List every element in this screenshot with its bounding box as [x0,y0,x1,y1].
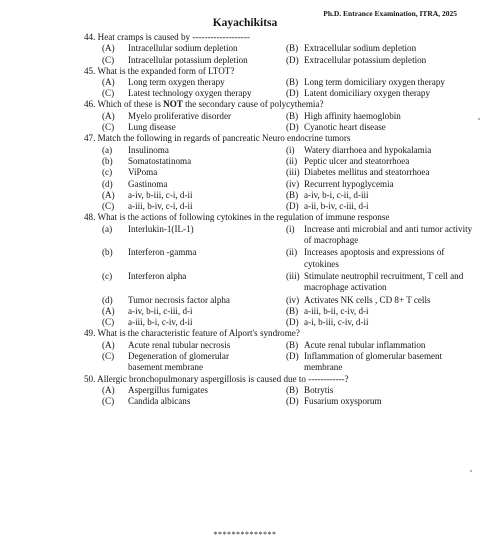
match-row [84,156,474,167]
option-row [84,317,474,328]
option-label: (A) [102,189,115,200]
match-right-text: Peptic ulcer and steatorrhoea [304,155,410,166]
option-label: (C) [102,122,115,133]
match-left-text: Tumor necrosis factor alpha [128,294,230,305]
question-number: 50. [84,373,96,384]
match-left-label: (a) [102,223,113,234]
question-number: 46. [84,99,96,110]
option-label: (C) [102,201,115,212]
match-left-label: (d) [102,294,113,305]
match-right-label: (iv) [286,294,300,305]
match-right-label: (iii) [286,270,300,281]
question-44 [84,32,474,66]
match-left-text: Interferon -gamma [128,247,197,258]
option-text: Intracellular potassium depletion [128,54,248,65]
match-left-label: (c) [102,270,113,281]
question-text: What is the characteristic feature of Alport's syndrome? [97,328,300,339]
option-text: a-iv, b-ii, c-iii, d-i [128,305,193,316]
option-row [84,55,474,66]
option-label: (B) [286,43,299,54]
match-row [84,295,474,306]
match-right-label: (iv) [286,178,300,189]
match-left-label: (d) [102,178,113,189]
option-text: Acute renal tubular inflammation [304,339,426,350]
match-right-text: Activates NK cells , CD 8+ T cells [304,294,431,305]
question-46 [84,99,474,133]
question-text: What is the expanded form of LTOT? [97,65,235,76]
option-row [84,77,474,88]
scan-speck [478,118,480,120]
option-label: (C) [102,54,115,65]
option-row [84,43,474,54]
question-emphasis: NOT [163,99,183,110]
match-left-text: Somatostatinoma [128,155,192,166]
question-number: 47. [84,133,96,144]
option-text: Intracellular sodium depletion [128,43,238,54]
option-row [84,340,474,351]
option-label: (B) [286,384,299,395]
option-label: (A) [102,384,115,395]
match-row [84,145,474,156]
option-text: a-ii, b-iv, c-iii, d-i [304,201,369,212]
scan-speck [470,470,472,472]
option-label: (C) [102,351,115,362]
match-right-label: (iii) [286,167,300,178]
option-text: Long term oxygen therapy [128,77,225,88]
match-row [84,179,474,190]
option-label: (D) [286,201,299,212]
match-right-text: Diabetes mellitus and steatorrhoea [304,167,430,178]
match-row [84,247,474,270]
option-label: (A) [102,43,115,54]
question-text: What is the actions of following cytokines in the regulation of immune response [97,212,390,223]
option-text: Degeneration of glomerular basement membrane [128,351,229,373]
option-text: a-iv, b-i, c-ii, d-iii [304,189,369,200]
option-label: (D) [286,122,299,133]
match-left-text: Insulinoma [128,144,169,155]
match-right-text: Watery diarrhoea and hypokalamia [304,144,432,155]
match-row [84,167,474,178]
question-47 [84,133,474,212]
match-left-text: Gastinoma [128,178,168,189]
question-45 [84,66,474,100]
option-text: Extracellular sodium depletion [304,43,417,54]
match-right-text: Increases apoptosis and expressions of cytokines [304,247,445,269]
option-text: Aspergillus fumigates [128,384,208,395]
option-text: a-i, b-iii, c-iv, d-ii [304,317,369,328]
option-label: (D) [286,396,299,407]
option-label: (B) [286,305,299,316]
match-right-text: Recurrent hypoglycemia [304,178,394,189]
option-text: Inflammation of glomerular basement membrane [304,351,443,373]
match-left-label: (a) [102,144,113,155]
option-text: Latent domiciliary oxygen therapy [304,88,431,99]
match-right-label: (ii) [286,155,298,166]
option-label: (A) [102,339,115,350]
question-text: Heat cramps is caused by ------------------- [97,32,250,42]
exam-header: Ph.D. Entrance Examination, ITRA, 2025 [323,9,457,18]
option-text: Myelo proliferative disorder [128,110,232,121]
option-text: a-iii, b-i, c-iv, d-ii [128,317,193,328]
option-label: (D) [286,54,299,65]
option-label: (D) [286,351,299,362]
option-label: (C) [102,396,115,407]
question-number: 44. [84,32,96,42]
question-48 [84,212,474,328]
option-text: Candida albicans [128,396,191,407]
option-label: (D) [286,317,299,328]
question-number: 48. [84,212,96,223]
option-row [84,351,474,374]
option-label: (D) [286,88,299,99]
match-right-label: (i) [286,144,295,155]
question-number: 45. [84,65,96,76]
option-text: a-iii, b-ii, c-iv, d-i [304,305,369,316]
option-row [84,190,474,201]
match-left-label: (b) [102,247,113,258]
option-text: Acute renal tubular necrosis [128,339,231,350]
option-row [84,396,474,407]
option-text: a-iii, b-iv, c-i, d-ii [128,201,193,212]
match-left-text: Interferon alpha [128,270,187,281]
option-label: (C) [102,88,115,99]
option-text: Cyanotic heart disease [304,122,386,133]
option-label: (A) [102,305,115,316]
option-label: (B) [286,77,299,88]
option-text: Fusarium oxysporum [304,396,382,407]
option-text: Lung disease [128,122,176,133]
question-text: Which of these is [97,99,161,110]
option-row [84,385,474,396]
option-text: Botrytis [304,384,334,395]
option-label: (A) [102,110,115,121]
option-label: (B) [286,189,299,200]
option-text: Latest technology oxygen therapy [128,88,252,99]
match-row [84,271,474,294]
question-number: 49. [84,328,96,339]
match-right-text: Increase anti microbial and anti tumor activity of macrophage [304,223,473,246]
question-49 [84,328,474,373]
match-right-text: Stimulate neutrophil recruitment, T cell and macrophage activation [304,270,464,293]
end-marker: ************** [213,530,277,539]
option-row [84,88,474,99]
question-text: the secondary cause of polycythemia? [185,99,324,110]
option-label: (C) [102,317,115,328]
match-right-label: (ii) [286,247,298,258]
option-row [84,201,474,212]
question-text: Allergic bronchopulmonary aspergillosis is caused due to ------------? [97,373,349,384]
option-text: Extracellular potassium depletion [304,54,427,65]
match-right-label: (i) [286,223,295,234]
option-label: (A) [102,77,115,88]
question-list [84,32,474,408]
question-text: Match the following in regards of pancreatic Neuro endocrine tumors [97,133,351,144]
match-left-text: Interlukin-1(IL-1) [128,223,194,234]
match-row [84,224,474,247]
option-row [84,306,474,317]
match-left-label: (b) [102,155,113,166]
option-text: Long term domiciliary oxygen therapy [304,77,445,88]
option-row [84,122,474,133]
match-left-text: ViPoma [128,167,158,178]
option-text: High affinity haemoglobin [304,110,401,121]
match-left-label: (c) [102,167,113,178]
option-row [84,111,474,122]
option-label: (B) [286,110,299,121]
option-label: (B) [286,339,299,350]
option-text: a-iv, b-iii, c-i, d-ii [128,189,193,200]
question-50 [84,374,474,408]
page-title: Kayachikitsa [212,17,278,29]
